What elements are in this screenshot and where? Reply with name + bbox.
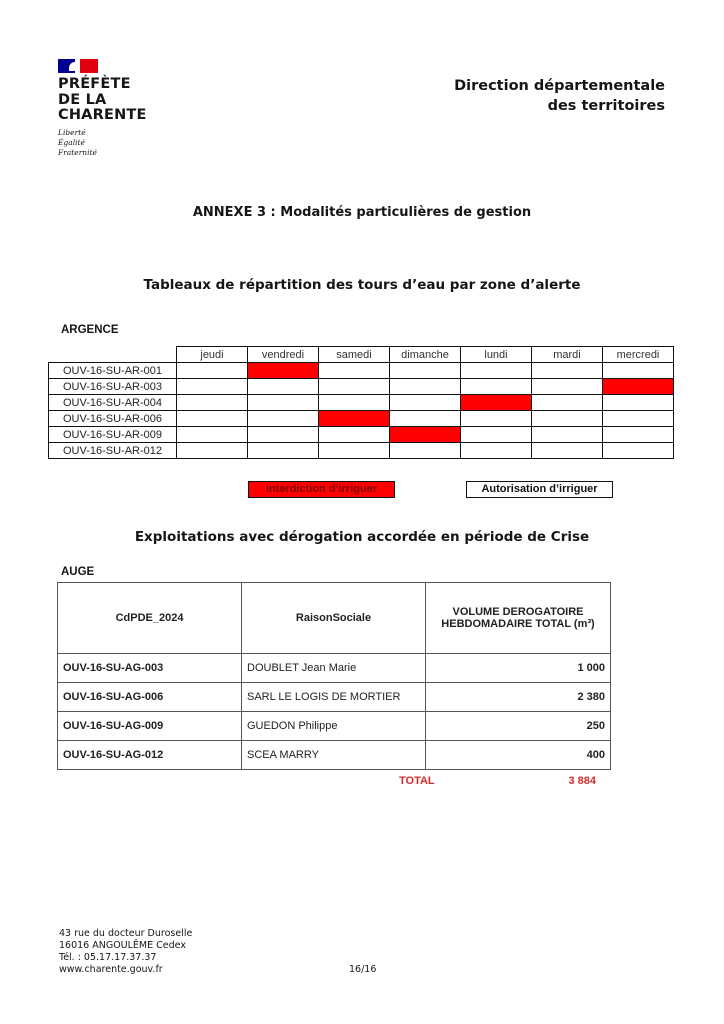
day-cell bbox=[248, 411, 319, 427]
day-cell bbox=[177, 379, 248, 395]
pde-code: OUV-16-SU-AG-009 bbox=[58, 712, 242, 741]
day-cell bbox=[532, 395, 603, 411]
day-cell bbox=[461, 443, 532, 459]
volume-value: 400 bbox=[426, 741, 611, 770]
point-code: OUV-16-SU-AR-006 bbox=[49, 411, 177, 427]
pde-code: OUV-16-SU-AG-003 bbox=[58, 654, 242, 683]
volume-value: 1 000 bbox=[426, 654, 611, 683]
point-code: OUV-16-SU-AR-001 bbox=[49, 363, 177, 379]
company-name: GUEDON Philippe bbox=[242, 712, 426, 741]
day-cell bbox=[177, 411, 248, 427]
day-cell bbox=[461, 411, 532, 427]
day-cell bbox=[461, 427, 532, 443]
table-row bbox=[58, 683, 611, 712]
zone-label-argence: ARGENCE bbox=[61, 324, 119, 336]
day-cell bbox=[319, 443, 390, 459]
day-cell bbox=[390, 379, 461, 395]
table-row bbox=[49, 427, 674, 443]
day-cell bbox=[461, 379, 532, 395]
table-row bbox=[49, 363, 674, 379]
day-cell bbox=[177, 427, 248, 443]
prefecture-title bbox=[58, 77, 147, 124]
republic-motto bbox=[58, 128, 97, 158]
day-cell bbox=[603, 395, 674, 411]
volume-value: 250 bbox=[426, 712, 611, 741]
zone-label-auge: AUGE bbox=[61, 566, 95, 578]
point-code: OUV-16-SU-AR-009 bbox=[49, 427, 177, 443]
company-name: SARL LE LOGIS DE MORTIER bbox=[242, 683, 426, 712]
day-cell bbox=[603, 427, 674, 443]
company-name: DOUBLET Jean Marie bbox=[242, 654, 426, 683]
footer-address bbox=[59, 928, 192, 976]
day-cell bbox=[390, 395, 461, 411]
day-header: samedi bbox=[319, 347, 390, 363]
footer-line: 43 rue du docteur Duroselle bbox=[59, 928, 193, 939]
motto-line: Égalité bbox=[58, 138, 85, 147]
table-row bbox=[49, 379, 674, 395]
day-cell bbox=[532, 427, 603, 443]
table-row bbox=[49, 395, 674, 411]
day-header: lundi bbox=[461, 347, 532, 363]
total-label: TOTAL bbox=[399, 775, 435, 787]
pde-code: OUV-16-SU-AG-012 bbox=[58, 741, 242, 770]
legend-forbidden: Interdiction d’irriguer bbox=[248, 481, 395, 498]
day-cell bbox=[248, 427, 319, 443]
column-header-code: CdPDE_2024 bbox=[58, 583, 242, 654]
day-header: mercredi bbox=[603, 347, 674, 363]
forbidden-day-cell bbox=[319, 411, 390, 427]
derogation-section-title: Exploitations avec dérogation accordée en période de Crise bbox=[134, 529, 590, 545]
department-name bbox=[454, 76, 665, 116]
corner-cell bbox=[49, 347, 177, 363]
point-code: OUV-16-SU-AR-012 bbox=[49, 443, 177, 459]
day-cell bbox=[532, 379, 603, 395]
day-cell bbox=[177, 443, 248, 459]
motto-line: Liberté bbox=[58, 128, 86, 137]
day-cell bbox=[319, 427, 390, 443]
column-header-volume bbox=[426, 583, 611, 654]
footer-line: 16016 ANGOULÊME Cedex bbox=[59, 940, 186, 951]
day-cell bbox=[177, 363, 248, 379]
total-value: 3 884 bbox=[568, 775, 596, 787]
day-header: vendredi bbox=[248, 347, 319, 363]
day-cell bbox=[603, 443, 674, 459]
pde-code: OUV-16-SU-AG-006 bbox=[58, 683, 242, 712]
day-cell bbox=[319, 395, 390, 411]
table-row bbox=[58, 654, 611, 683]
day-cell bbox=[248, 443, 319, 459]
forbidden-day-cell bbox=[390, 427, 461, 443]
table-row bbox=[58, 712, 611, 741]
prefecture-title-line: PRÉFÈTE bbox=[58, 76, 131, 92]
column-header-volume-line: VOLUME DEROGATOIRE bbox=[452, 606, 584, 618]
table-row bbox=[58, 741, 611, 770]
volume-value: 2 380 bbox=[426, 683, 611, 712]
prefecture-title-line: DE LA bbox=[58, 91, 107, 108]
point-code: OUV-16-SU-AR-004 bbox=[49, 395, 177, 411]
marianne-flag-icon bbox=[58, 59, 98, 73]
day-cell bbox=[532, 443, 603, 459]
derogation-header-row bbox=[58, 583, 611, 654]
day-header: mardi bbox=[532, 347, 603, 363]
day-header: dimanche bbox=[390, 347, 461, 363]
day-header: jeudi bbox=[177, 347, 248, 363]
department-line: des territoires bbox=[547, 98, 665, 114]
annexe-title: ANNEXE 3 : Modalités particulières de gestion bbox=[192, 205, 532, 220]
day-cell bbox=[390, 443, 461, 459]
footer-line: Tél. : 05.17.17.37.37 bbox=[59, 952, 157, 963]
company-name: SCEA MARRY bbox=[242, 741, 426, 770]
rotation-header-row bbox=[49, 347, 674, 363]
forbidden-day-cell bbox=[248, 363, 319, 379]
motto-line: Fraternité bbox=[58, 148, 97, 157]
table-row bbox=[49, 411, 674, 427]
point-code: OUV-16-SU-AR-003 bbox=[49, 379, 177, 395]
day-cell bbox=[532, 363, 603, 379]
rotation-table bbox=[48, 346, 674, 459]
forbidden-day-cell bbox=[461, 395, 532, 411]
day-cell bbox=[390, 411, 461, 427]
day-cell bbox=[461, 363, 532, 379]
column-header-volume-line: HEBDOMADAIRE TOTAL (m³) bbox=[441, 618, 595, 630]
day-cell bbox=[603, 411, 674, 427]
derogation-table bbox=[57, 582, 611, 770]
rotation-section-title: Tableaux de répartition des tours d’eau par zone d’alerte bbox=[143, 277, 581, 293]
table-row bbox=[49, 443, 674, 459]
department-line: Direction départementale bbox=[454, 78, 665, 94]
page-number: 16/16 bbox=[349, 964, 377, 975]
day-cell bbox=[319, 363, 390, 379]
forbidden-day-cell bbox=[603, 379, 674, 395]
day-cell bbox=[603, 363, 674, 379]
prefecture-title-line: CHARENTE bbox=[58, 107, 147, 123]
day-cell bbox=[177, 395, 248, 411]
day-cell bbox=[319, 379, 390, 395]
day-cell bbox=[390, 363, 461, 379]
day-cell bbox=[248, 395, 319, 411]
column-header-name: RaisonSociale bbox=[242, 583, 426, 654]
day-cell bbox=[248, 379, 319, 395]
legend-allowed: Autorisation d’irriguer bbox=[466, 481, 613, 498]
footer-website-link[interactable]: www.charente.gouv.fr bbox=[59, 964, 163, 975]
day-cell bbox=[532, 411, 603, 427]
